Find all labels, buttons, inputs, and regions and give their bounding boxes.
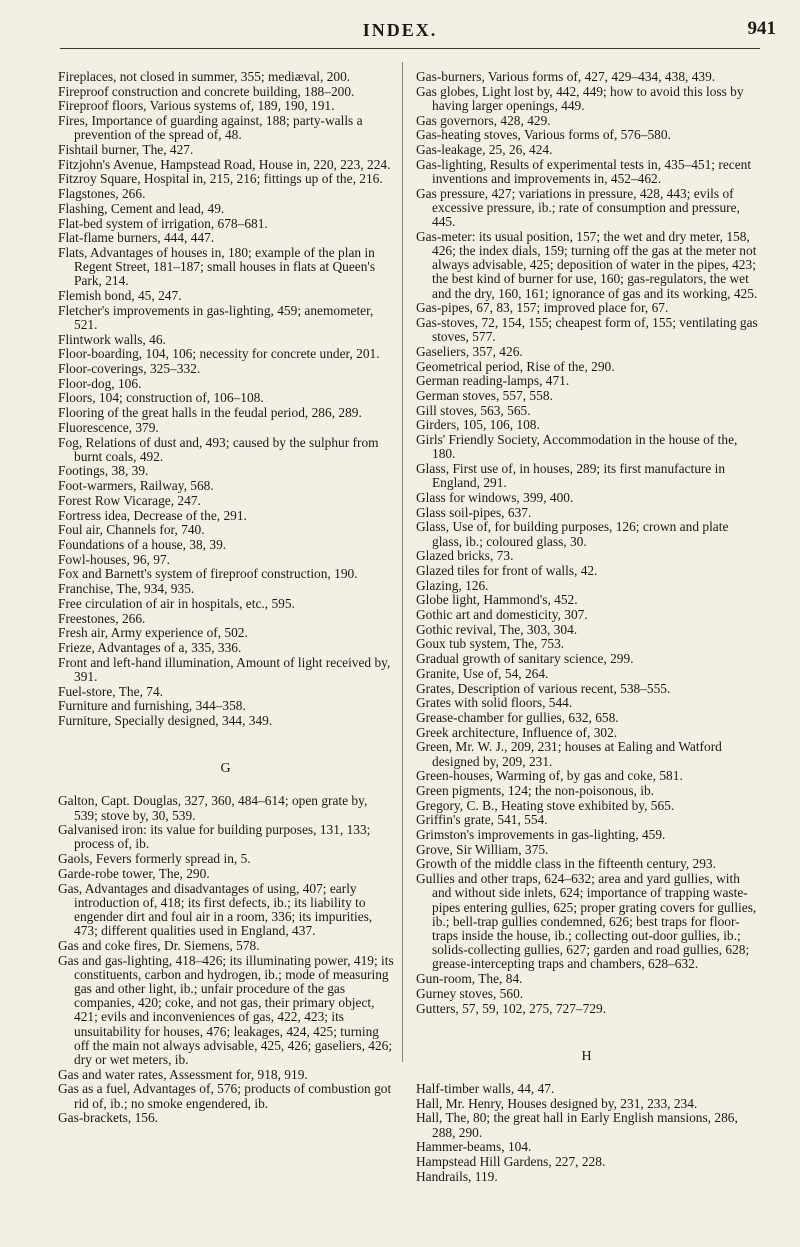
- f-entries: [58, 70, 394, 728]
- index-entry: Gill stoves, 563, 565.: [416, 402, 531, 418]
- column-divider: [402, 62, 403, 1062]
- h-entries: [416, 1082, 758, 1184]
- index-entry: Flashing, Cement and lead, 49.: [58, 200, 225, 216]
- index-entry: Handrails, 119.: [416, 1168, 498, 1184]
- index-entry: Forest Row Vicarage, 247.: [58, 492, 201, 508]
- index-entry: Freestones, 266.: [58, 610, 146, 626]
- index-entry: Granite, Use of, 54, 264.: [416, 665, 549, 681]
- g-entries: [58, 794, 394, 1125]
- right-column: [416, 70, 758, 1184]
- index-entry: Gullies and other traps, 624–632; area and yard gullies, with and without side inlets, 624; importance of trapping waste-pipes entering gullies, 625; proper grating covers for gullies, ib.; bell-trap gullies condemned, 626; best traps for floor-traps inside the house, ib.; collecting out-door gullies, ib.; solids-collecting gullies, 627; garden and road gullies, 628; grease-intercepting traps and chambers, 628–632.: [416, 871, 757, 972]
- running-header: [0, 18, 800, 42]
- index-entry: Fuel-store, The, 74.: [58, 683, 163, 699]
- index-entry: Green pigments, 124; the non-poisonous, ib.: [416, 782, 655, 798]
- index-entry: Grove, Sir William, 375.: [416, 841, 549, 857]
- index-entry: Geometrical period, Rise of the, 290.: [416, 358, 615, 374]
- index-entry: Floor-coverings, 325–332.: [58, 361, 201, 377]
- index-entry: Hall, Mr. Henry, Houses designed by, 231, 233, 234.: [416, 1095, 698, 1111]
- index-entry: Fog, Relations of dust and, 493; caused by the sulphur from burnt coals, 492.: [58, 434, 379, 464]
- index-entry: Glass for windows, 399, 400.: [416, 489, 574, 505]
- index-entry: Grates with solid floors, 544.: [416, 695, 573, 711]
- index-entry: Foul air, Channels for, 740.: [58, 522, 205, 538]
- index-entry: Flintwork walls, 46.: [58, 331, 166, 347]
- index-entry: German stoves, 557, 558.: [416, 387, 553, 403]
- index-entry: Flats, Advantages of houses in, 180; example of the plan in Regent Street, 181–187; small houses in flats at Queen's Park, 214.: [58, 244, 376, 289]
- index-entry: Floor-dog, 106.: [58, 375, 142, 391]
- index-entry: Gas and water rates, Assessment for, 918, 919.: [58, 1066, 308, 1082]
- page-number: 941: [747, 18, 776, 39]
- index-entry: Green-houses, Warming of, by gas and coke, 581.: [416, 768, 683, 784]
- index-entry: Gas pressure, 427; variations in pressure, 428, 443; evils of excessive pressure, ib.; rate of consumption and pressure, 445.: [416, 185, 740, 230]
- index-entry: Gas, Advantages and disadvantages of using, 407; early introduction of, 418; its first defects, ib.; its liability to engender dirt and foul air in a room, 336; its impurities, 473; different qualities used in England, 437.: [58, 880, 373, 939]
- index-entry: Fireplaces, not closed in summer, 355; mediæval, 200.: [58, 69, 351, 84]
- index-entry: Gas and coke fires, Dr. Siemens, 578.: [58, 937, 260, 953]
- index-entry: German reading-lamps, 471.: [416, 373, 570, 389]
- index-entry: Gas-leakage, 25, 26, 424.: [416, 142, 553, 158]
- index-entry: Glass, Use of, for building purposes, 126; crown and plate glass, ib.; coloured glass, 30.: [416, 519, 729, 549]
- index-entry: Franchise, The, 934, 935.: [58, 581, 195, 597]
- index-entry: Grease-chamber for gullies, 632, 658.: [416, 709, 619, 725]
- index-entry: Fortress idea, Decrease of the, 291.: [58, 507, 247, 523]
- index-entry: Gas-meter: its usual position, 157; the wet and dry meter, 158, 426; the index dials, 159; turning off the gas at the meter not always advisable, 425; deposition of water in the pipes, 423; the best kind of burner for use, 160; gas-regulators, the wet and the dry, 160, 161; ignorance of gas and its working, 425.: [416, 228, 758, 301]
- index-entry: Fox and Barnett's system of fireproof construction, 190.: [58, 566, 358, 582]
- index-entry: Gas globes, Light lost by, 442, 449; how to avoid this loss by having larger openings, 449.: [416, 83, 744, 113]
- index-entry: Hammer-beams, 104.: [416, 1139, 532, 1155]
- index-entry: Fitzjohn's Avenue, Hampstead Road, House in, 220, 223, 224.: [58, 156, 391, 172]
- index-entry: Gas-stoves, 72, 154, 155; cheapest form of, 155; ventilating gas stoves, 577.: [416, 314, 758, 345]
- index-entry: Foot-warmers, Railway, 568.: [58, 478, 214, 494]
- index-entry: Gas-brackets, 156.: [58, 1110, 159, 1126]
- index-entry: Gaols, Fevers formerly spread in, 5.: [58, 851, 251, 867]
- index-entry: Free circulation of air in hospitals, etc., 595.: [58, 595, 295, 611]
- index-entry: Gaseliers, 357, 426.: [416, 343, 523, 359]
- index-entry: Griffin's grate, 541, 554.: [416, 812, 548, 828]
- index-entry: Fireproof construction and concrete building, 188–200.: [58, 83, 355, 99]
- index-entry: Galvanised iron: its value for building purposes, 131, 133; process of, ib.: [58, 822, 371, 852]
- index-entry: Fletcher's improvements in gas-lighting, 459; anemometer, 521.: [58, 302, 374, 332]
- index-entry: Gregory, C. B., Heating stove exhibited by, 565.: [416, 797, 675, 813]
- index-entry: Galton, Capt. Douglas, 327, 360, 484–614; open grate by, 539; stove by, 30, 539.: [58, 793, 368, 823]
- index-entry: Glazed tiles for front of walls, 42.: [416, 562, 598, 578]
- index-entry: Gothic art and domesticity, 307.: [416, 607, 588, 623]
- index-entry: Girders, 105, 106, 108.: [416, 417, 540, 433]
- index-entry: Furniture, Specially designed, 344, 349.: [58, 712, 273, 728]
- index-entry: Gas-burners, Various forms of, 427, 429–434, 438, 439.: [416, 69, 716, 84]
- index-entry: Fires, Importance of guarding against, 188; party-walls a prevention of the spread of, 48.: [58, 113, 363, 143]
- index-entry: Gurney stoves, 560.: [416, 985, 524, 1001]
- section-heading-g: G: [220, 761, 232, 777]
- index-entry: Gas-pipes, 67, 83, 157; improved place for, 67.: [416, 300, 669, 316]
- index-entry: Fowl-houses, 96, 97.: [58, 551, 170, 567]
- index-entry: Flat-flame burners, 444, 447.: [58, 230, 215, 246]
- index-entry: Floor-boarding, 104, 106; necessity for concrete under, 201.: [58, 346, 380, 362]
- index-entry: Gun-room, The, 84.: [416, 971, 523, 987]
- index-entry: Footings, 38, 39.: [58, 463, 149, 479]
- index-entry: Fresh air, Army experience of, 502.: [58, 625, 248, 641]
- index-entry: Frieze, Advantages of a, 335, 336.: [58, 639, 242, 655]
- index-entry: Fishtail burner, The, 427.: [58, 142, 194, 158]
- index-entry: Glazed bricks, 73.: [416, 548, 514, 564]
- g-entries-continued: [416, 70, 758, 1016]
- index-entry: Gas governors, 428, 429.: [416, 112, 551, 128]
- index-entry: Gas-lighting, Results of experimental tests in, 435–451; recent inventions and improvements in, 452–462.: [416, 156, 752, 186]
- index-entry: Glass soil-pipes, 637.: [416, 504, 532, 520]
- index-entry: Globe light, Hammond's, 452.: [416, 592, 578, 608]
- index-entry: Foundations of a house, 38, 39.: [58, 537, 227, 552]
- index-entry: Hampstead Hill Gardens, 227, 228.: [416, 1153, 606, 1169]
- header-rule: [60, 48, 760, 49]
- index-entry: Glazing, 126.: [416, 577, 489, 593]
- index-entry: Gas and gas-lighting, 418–426; its illuminating power, 419; its constituents, carbon and hydrogen, ib.; mode of measuring gas and other light, ib.; unfair procedure of the gas companies, 420; coke, and not gas, their primary object, 421; evils and inconveniences of gas, 422, 423; its unsuitability for houses, 476; leakages, 424, 425; turning off the main not always advisable, 425, 426; gaseliers, 426; dry or wet meters, ib.: [58, 952, 394, 1067]
- index-entry: Flemish bond, 45, 247.: [58, 288, 182, 304]
- index-entry: Growth of the middle class in the fifteenth century, 293.: [416, 856, 716, 872]
- index-entry: Glass, First use of, in houses, 289; its first manufacture in England, 291.: [416, 460, 726, 491]
- section-heading-h: H: [581, 1048, 593, 1064]
- index-entry: Fireproof floors, Various systems of, 189, 190, 191.: [58, 98, 335, 114]
- index-entry: Grates, Description of various recent, 538–555.: [416, 680, 671, 696]
- index-entry: Flagstones, 266.: [58, 186, 146, 202]
- index-entry: Green, Mr. W. J., 209, 231; houses at Ealing and Watford designed by, 209, 231.: [416, 739, 722, 769]
- index-entry: Flat-bed system of irrigation, 678–681.: [58, 215, 268, 231]
- page-title: INDEX.: [362, 20, 438, 40]
- index-entry: Girls' Friendly Society, Accommodation in the house of the, 180.: [416, 432, 738, 462]
- index-entry: Front and left-hand illumination, Amount of light received by, 391.: [58, 654, 391, 684]
- index-entry: Hall, The, 80; the great hall in Early English mansions, 286, 288, 290.: [416, 1110, 738, 1140]
- index-entry: Fluorescence, 379.: [58, 419, 159, 435]
- index-entry: Gothic revival, The, 303, 304.: [416, 621, 578, 637]
- index-entry: Garde-robe tower, The, 290.: [58, 865, 210, 881]
- index-entry: Gas as a fuel, Advantages of, 576; products of combustion got rid of, ib.; no smoke engendered, ib.: [58, 1081, 392, 1111]
- index-entry: Goux tub system, The, 753.: [416, 636, 565, 652]
- index-entry: Fitzroy Square, Hospital in, 215, 216; fittings up of the, 216.: [58, 171, 383, 187]
- index-entry: Flooring of the great halls in the feudal period, 286, 289.: [58, 405, 362, 421]
- index-entry: Furniture and furnishing, 344–358.: [58, 698, 246, 714]
- index-entry: Floors, 104; construction of, 106–108.: [58, 390, 264, 406]
- index-entry: Gutters, 57, 59, 102, 275, 727–729.: [416, 1000, 607, 1016]
- index-entry: Grimston's improvements in gas-lighting, 459.: [416, 827, 666, 843]
- index-entry: Half-timber walls, 44, 47.: [416, 1080, 555, 1096]
- index-entry: Greek architecture, Influence of, 302.: [416, 724, 618, 740]
- index-entry: Gradual growth of sanitary science, 299.: [416, 651, 634, 667]
- index-entry: Gas-heating stoves, Various forms of, 576–580.: [416, 127, 671, 143]
- left-column: [58, 70, 394, 1126]
